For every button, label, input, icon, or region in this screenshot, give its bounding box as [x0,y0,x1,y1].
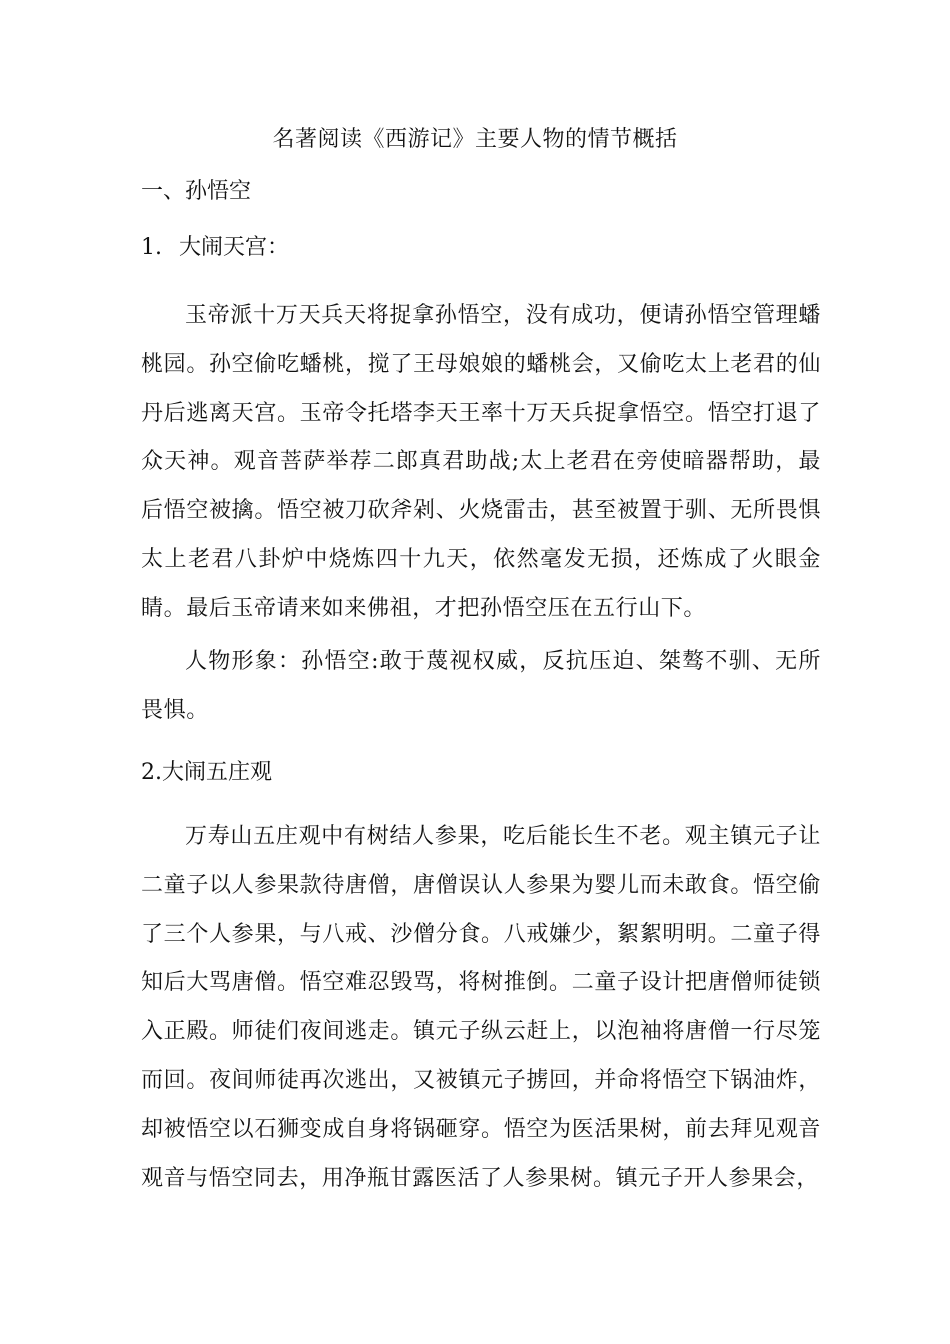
subsection-label: 大闹天宫： [179,235,290,260]
subsection-heading-havoc-in-heaven [141,232,289,264]
document-title: 名著阅读《西游记》主要人物的情节概括 [272,127,678,152]
subsection-heading-wuzhuang-temple: 2.大闹五庄观 [141,760,272,785]
paragraph-wuzhuang-temple: 万寿山五庄观中有树结人参果，吃后能长生不老。观主镇元子让二童子以人参果款待唐僧，唐僧误认人参果为婴儿而未敢食。悟空偷了三个人参果，与八戒、沙僧分食。八戒嫌少，絮絮明明。二童子得知后大骂唐僧。悟空难忍毁骂，将树推倒。二童子设计把唐僧师徒锁入正殿。师徒们夜间逃走。镇元子纵云赶上，以泡袖将唐僧一行尽笼而回。夜间师徒再次逃出，又被镇元子掳回，并命将悟空下锅油炸，却被悟空以石狮变成自身将锅砸穿。悟空为医活果树，前去拜见观音观音与悟空同去，用净瓶甘露医活了人参果树。镇元子开人参果会， [141,824,821,1191]
paragraph-character-image: 人物形象：孙悟空:敢于蔑视权威，反抗压迫、桀骜不驯、无所畏惧。 [141,649,821,723]
paragraph-havoc-in-heaven: 玉帝派十万天兵天将捉拿孙悟空，没有成功，便请孙悟空管理蟠桃园。孙空偷吃蟠桃，搅了王母娘娘的蟠桃会，又偷吃太上老君的仙丹后逃离天宫。玉帝令托塔李天王率十万天兵捉拿悟空。悟空打退了众天神。观音菩萨举荐二郎真君助战;太上老君在旁使暗器帮助，最后悟空被擒。悟空被刀砍斧剁、火烧雷击，甚至被置于驯、无所畏惧太上老君八卦炉中烧炼四十九天，依然毫发无损，还炼成了火眼金睛。最后玉帝请来如来佛祖，才把孙悟空压在五行山下。 [141,303,821,621]
subsection-number: 1. [141,235,162,260]
section-heading-sun-wukong: 一、孙悟空 [141,179,252,204]
